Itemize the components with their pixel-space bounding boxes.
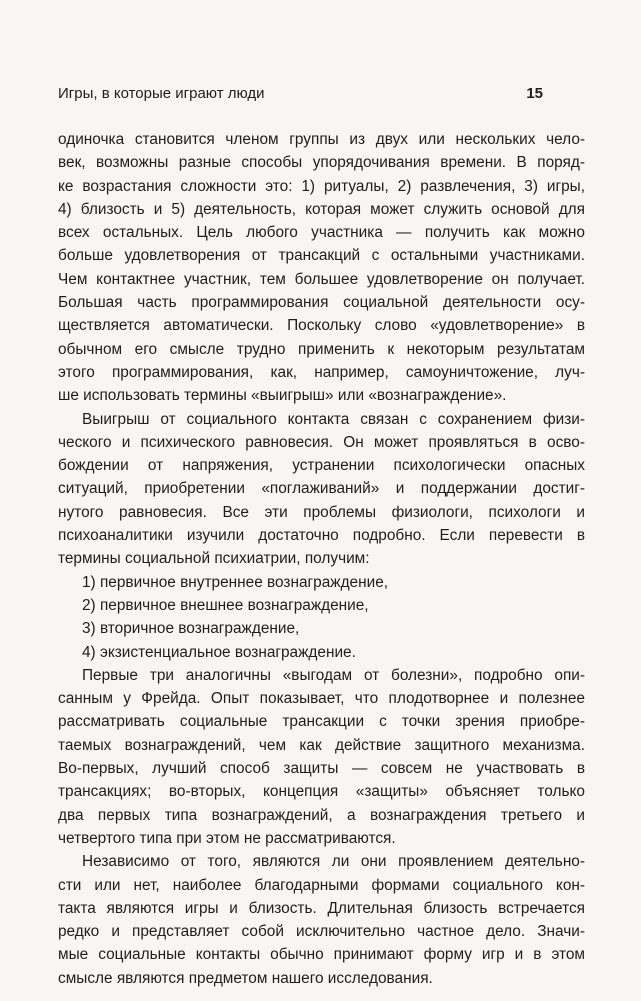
text-line: обычном его смысле трудно применить к некоторым результатам xyxy=(58,340,585,358)
text-line: 4) близость и 5) деятельность, которая может служить основой для xyxy=(58,200,585,218)
page-number: 15 xyxy=(526,85,543,102)
text-line: психоаналитики изучили достаточно подробно. Если перевести в xyxy=(58,527,585,545)
text-line: век, возможны разные способы упорядочивания времени. В поряд- xyxy=(58,154,585,172)
text-line: больше удовлетворения от трансакций с остальными участниками. xyxy=(58,247,585,265)
text-line: четвертого типа при этом не рассматриваются. xyxy=(58,829,396,847)
list-item: 2) первичное внешнее вознаграждение, xyxy=(82,596,369,614)
text-line: Во-первых, лучший способ защиты — совсем не участвовать в xyxy=(58,760,585,778)
text-line: ше использовать термины «выигрыш» или «вознаграждение». xyxy=(58,387,507,405)
text-line: таемых вознаграждений, чем как действие защитного механизма. xyxy=(58,736,585,754)
text-line: санным у Фрейда. Опыт показывает, что плодотворнее и полезнее xyxy=(58,690,585,708)
text-line: Первые три аналогичны «выгодам от болезни», подробно опи- xyxy=(82,666,585,684)
list-item: 4) экзистенциальное вознаграждение. xyxy=(82,643,356,661)
text-line: нутого равновесия. Все эти проблемы физиологи, психологи и xyxy=(58,503,585,521)
text-line: Выигрыш от социального контакта связан с сохранением физи- xyxy=(82,410,585,428)
text-line: трансакциях; во-вторых, концепция «защиты» объясняет только xyxy=(58,783,585,801)
text-line: Независимо от того, являются ли они проявлением деятельно- xyxy=(82,853,585,871)
text-line: такта являются игры и близость. Длительная близость встречается xyxy=(58,899,585,917)
text-line: термины социальной психиатрии, получим: xyxy=(58,550,370,568)
text-line: бождении от напряжения, устранении психологически опасных xyxy=(58,457,585,475)
text-line: ческого и психического равновесия. Он может проявляться в осво- xyxy=(58,433,585,451)
text-line: смысле являются предметом нашего исследования. xyxy=(58,969,433,987)
paragraph xyxy=(58,664,585,850)
running-title: Игры, в которые играют люди xyxy=(58,85,265,102)
text-line: ситуаций, приобретении «поглаживаний» и поддержании достиг- xyxy=(58,480,585,498)
paragraph xyxy=(58,408,585,571)
text-line: одиночка становится членом группы из двух или нескольких чело- xyxy=(58,131,585,148)
list-item: 1) первичное внутреннее вознаграждение, xyxy=(82,573,389,591)
text-line: мые социальные контакты обычно принимают форму игр и в этом xyxy=(58,946,585,964)
text-line: всех остальных. Цель любого участника — получить как можно xyxy=(58,224,585,242)
text-line: редко и представляет собой исключительно частное дело. Значи- xyxy=(58,923,585,941)
reward-list xyxy=(58,571,585,664)
paragraph xyxy=(58,850,585,990)
text-line: рассматривать социальные трансакции с точки зрения приобре- xyxy=(58,713,585,731)
text-line: сти или нет, наиболее благодарными формами социального кон- xyxy=(58,876,585,894)
text-line: ке возрастания сложности это: 1) ритуалы, 2) развлечения, 3) игры, xyxy=(58,177,585,195)
text-line: ществляется автоматически. Поскольку слово «удовлетворение» в xyxy=(58,317,585,335)
list-item: 3) вторичное вознаграждение, xyxy=(82,620,300,638)
text-line: Большая часть программирования социальной деятельности осу- xyxy=(58,294,585,312)
text-line: Чем контактнее участник, тем большее удовлетворение он получает. xyxy=(58,270,585,288)
text-line: этого программирования, как, например, самоуничтожение, луч- xyxy=(58,363,585,381)
text-line: два первых типа вознаграждений, а вознаграждения третьего и xyxy=(58,806,585,824)
page-body xyxy=(58,128,585,990)
paragraph xyxy=(58,128,585,408)
